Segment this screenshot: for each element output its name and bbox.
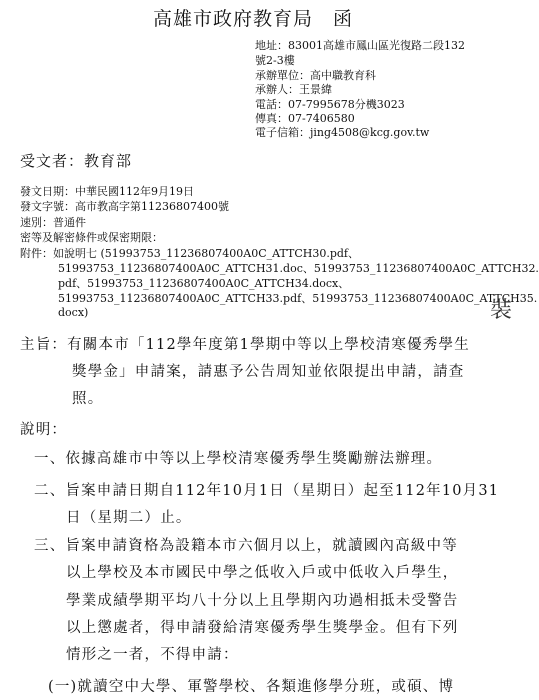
fax: 傳真：07-7406580	[255, 112, 355, 125]
attachments-line-1: 附件：如說明七 (51993753_11236807400A0C_ATTCH30.pdf、	[20, 247, 359, 260]
attachments-line-3: pdf、51993753_11236807400A0C_ATTCH34.docx、	[58, 277, 350, 290]
attachments-line-2: 51993753_11236807400A0C_ATTCH31.doc、51993753_11236807400A0C_ATTCH32.	[58, 262, 539, 275]
subject-line-1: 主旨：有關本市「112學年度第1學期中等以上學校清寒優秀學生	[20, 337, 470, 353]
explanation-item-3-line-3: 學業成績學期平均八十分以上且學期內功過相抵未受警告	[66, 593, 459, 609]
phone: 電話：07-7995678分機3023	[255, 98, 405, 111]
attachments-line-5: docx)	[58, 306, 89, 319]
issue-date: 發文日期：中華民國112年9月19日	[20, 185, 194, 198]
explanation-item-3-line-1: 三、旨案申請資格為設籍本市六個月以上，就讀國內高級中等	[34, 538, 458, 554]
subject-line-3: 照。	[72, 391, 104, 407]
recipient: 受文者：教育部	[20, 152, 133, 170]
security-level: 密等及解密條件或保密期限：	[20, 231, 163, 244]
document-title: 高雄市政府教育局 函	[152, 8, 353, 30]
explanation-item-3-line-5: 情形之一者，不得申請：	[66, 647, 239, 663]
binding-margin-mark: 裝	[490, 298, 513, 323]
explanation-item-3-line-2: 以上學校及本市國民中學之低收入戶或中低收入戶學生，	[66, 565, 459, 581]
address-line-2: 號2-3樓	[255, 54, 295, 67]
explanation-sub-item-1: (一)就讀空中大學、軍警學校、各類進修學分班，或碩、博	[48, 679, 455, 695]
issue-number: 發文字號：高市教高字第11236807400號	[20, 200, 229, 213]
email: 電子信箱：jing4508@kcg.gov.tw	[255, 126, 430, 139]
explanation-label: 說明：	[20, 422, 68, 438]
handling-officer: 承辦人：王景緯	[255, 83, 332, 96]
handling-unit: 承辦單位：高中職教育科	[255, 69, 376, 82]
address-line-1: 地址：83001高雄市鳳山區光復路二段132	[255, 39, 465, 52]
speed: 速別：普通件	[20, 216, 86, 229]
explanation-item-2-line-2: 日（星期二）止。	[66, 510, 192, 526]
attachments-line-4: 51993753_11236807400A0C_ATTCH33.pdf、51993753_11236807400A0C_ATTCH35.	[58, 292, 538, 305]
explanation-item-3-line-4: 以上懲處者，得申請發給清寒優秀學生獎學金。但有下列	[66, 620, 459, 636]
explanation-item-1: 一、依據高雄市中等以上學校清寒優秀學生獎勵辦法辦理。	[34, 451, 443, 467]
explanation-item-2-line-1: 二、旨案申請日期自112年10月1日（星期日）起至112年10月31	[34, 483, 500, 499]
subject-line-2: 獎學金」申請案，請惠予公告周知並依限提出申請，請查	[72, 364, 465, 380]
